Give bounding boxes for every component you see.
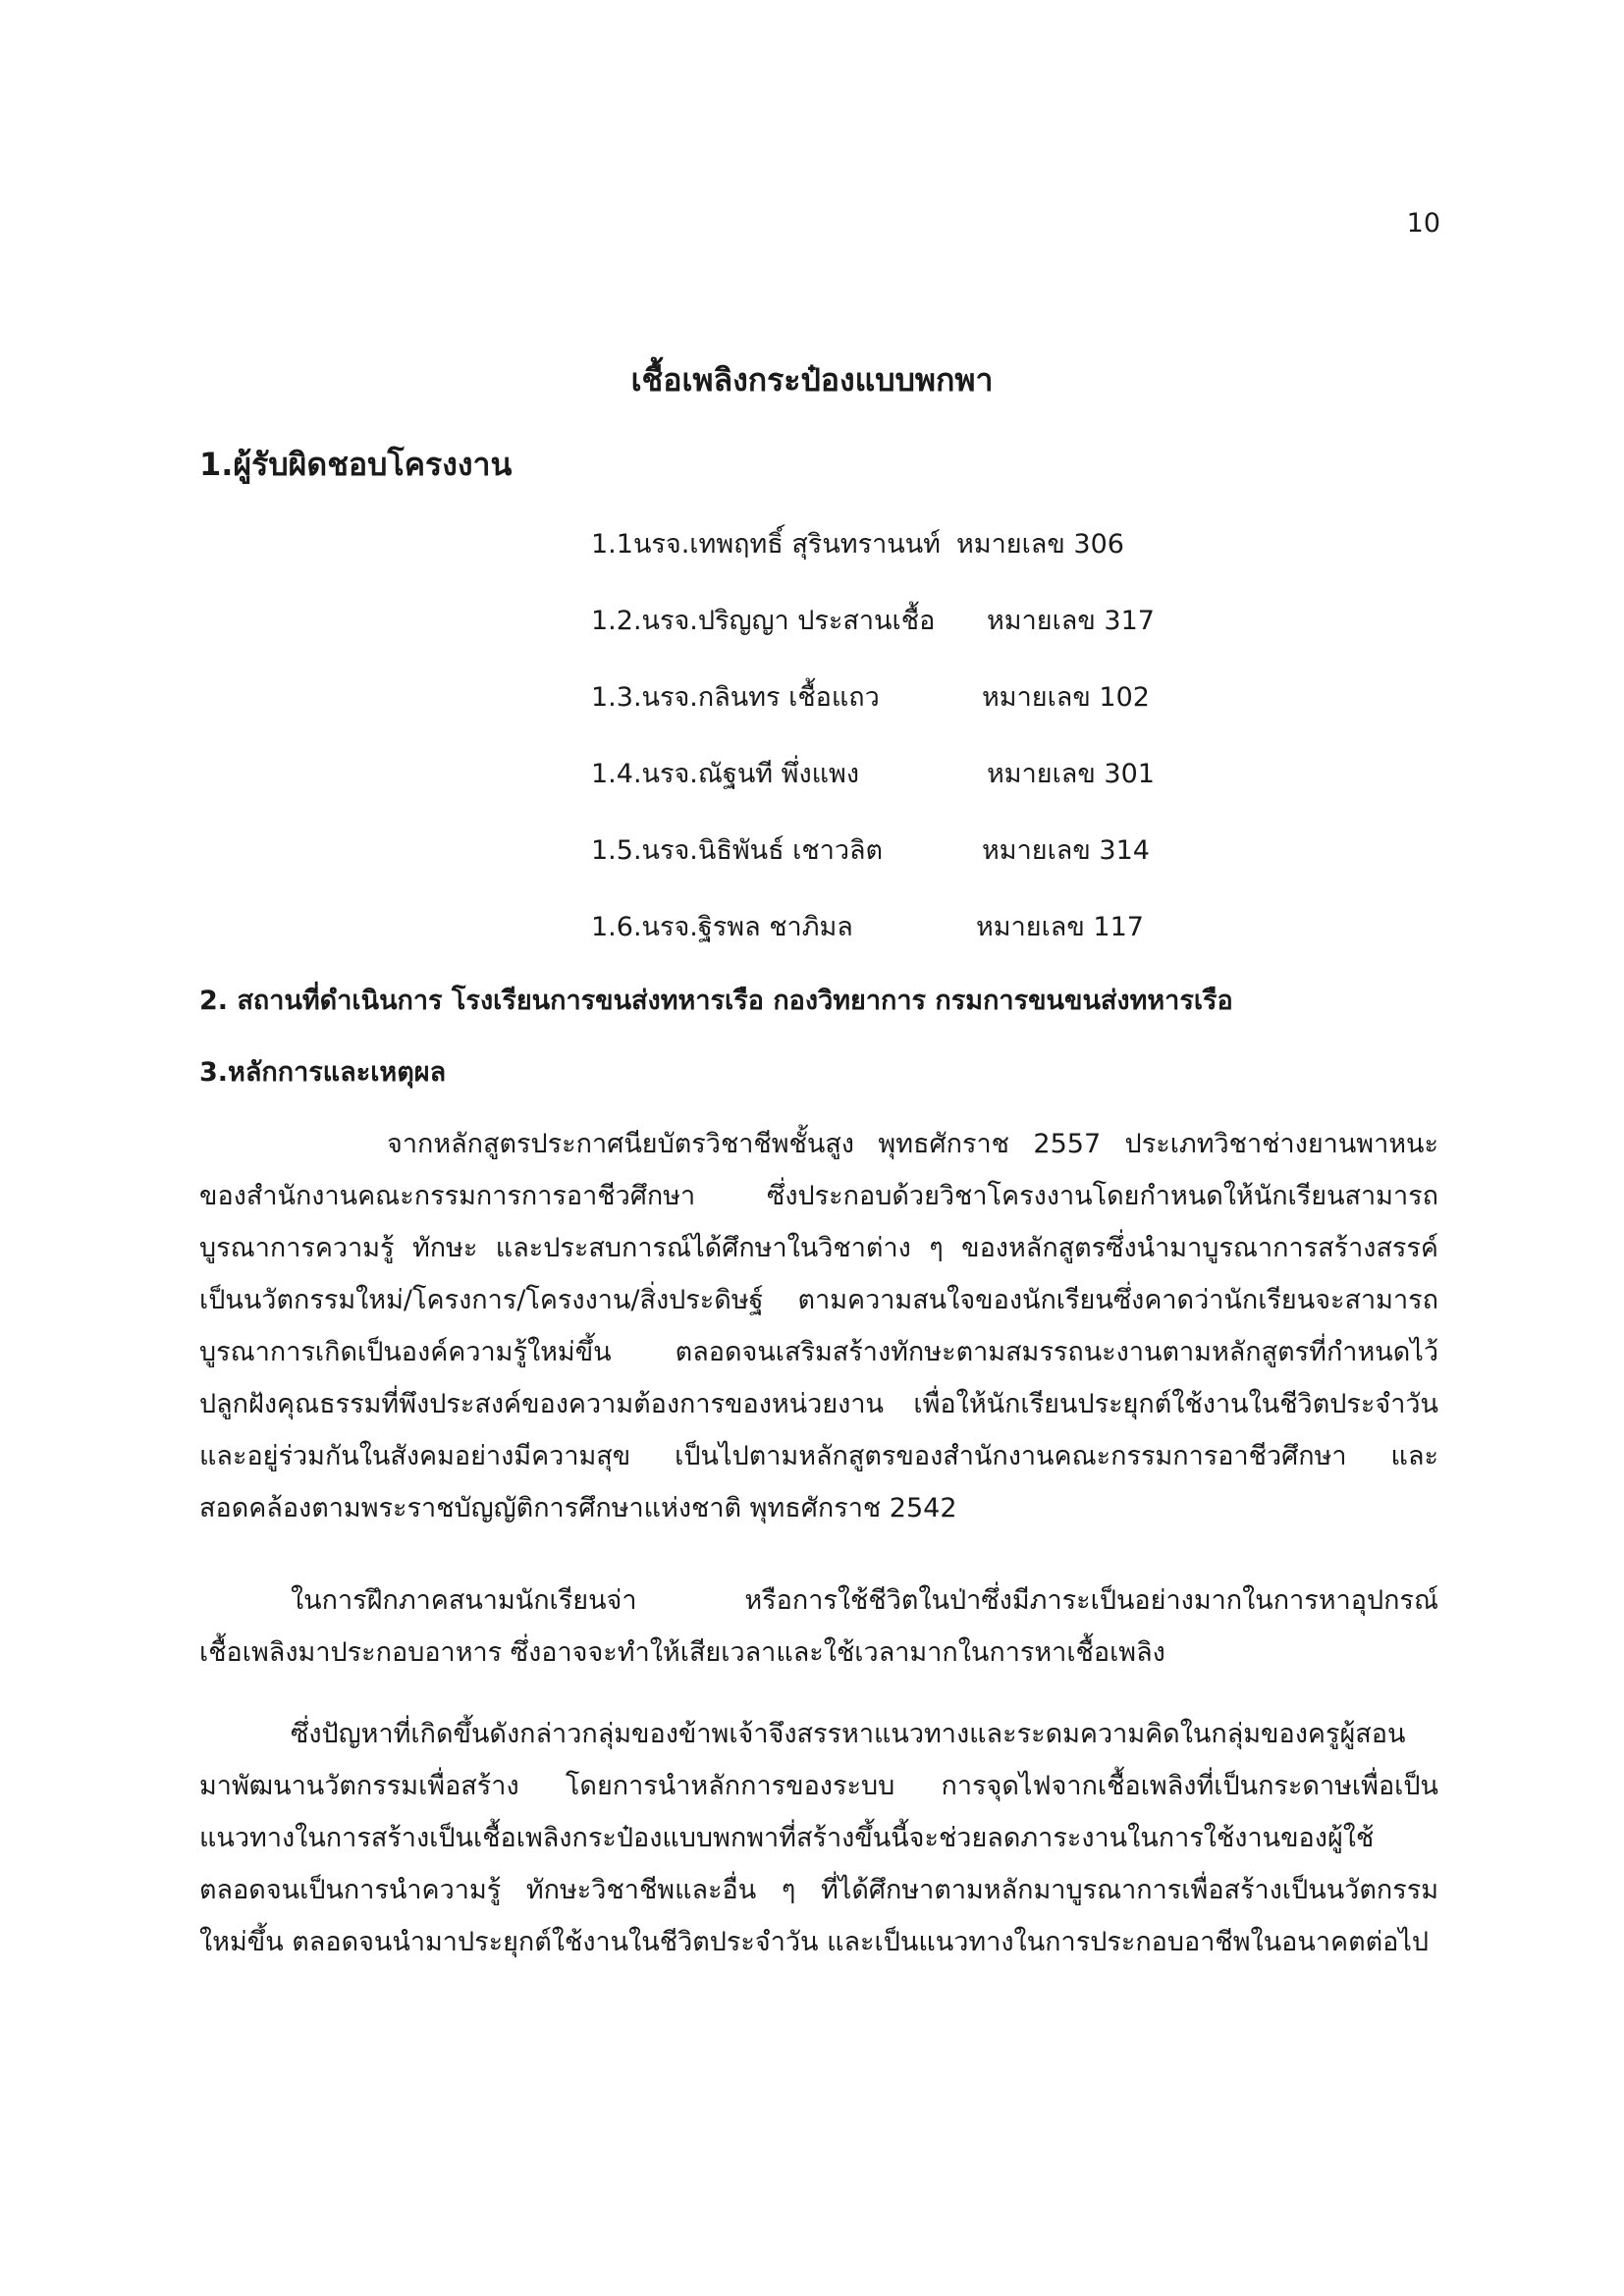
paragraph-line: จากหลักสูตรประกาศนียบัตรวิชาชีพชั้นสูง พุทธศักราช 2557 ประเภทวิชาช่างยานพาหนะ	[387, 1129, 1438, 1159]
paragraph-line: บูรณาการเกิดเป็นองค์ความรู้ใหม่ขึ้น ตลอดจนเสริมสร้างทักษะตามสมรรถนะงานตามหลักสูตรที่กำหนดไว้	[199, 1337, 1438, 1367]
member-row	[591, 675, 1150, 718]
paragraph	[199, 1575, 1438, 1679]
paragraph-line: ตลอดจนเป็นการนำความรู้ ทักษะวิชาชีพและอื่น ๆ ที่ได้ศึกษาตามหลักมาบูรณาการเพื่อสร้างเป็นนวัตกรรม	[199, 1875, 1438, 1905]
member-row	[591, 522, 1124, 564]
document-title: เชื้อเพลิงกระป๋องแบบพกพา	[630, 361, 994, 399]
member-id: หมายเลข 317	[987, 606, 1155, 636]
member-row	[591, 752, 1155, 794]
paragraph-line: เชื้อเพลิงมาประกอบอาหาร ซึ่งอาจจะทำให้เสียเวลาและใช้เวลามากในการหาเชื้อเพลิง	[199, 1637, 1165, 1668]
member-row	[591, 828, 1150, 871]
member-id: หมายเลข 314	[982, 835, 1150, 866]
member-id: หมายเลข 306	[956, 529, 1124, 560]
member-row	[591, 599, 1155, 641]
member-name: 1.1นรจ.เทพฤทธิ์ สุรินทรานนท์	[591, 529, 941, 560]
member-name: 1.4.นรจ.ณัฐนที พึ่งแพง	[591, 759, 860, 789]
paragraph-line: แนวทางในการสร้างเป็นเชื้อเพลิงกระป๋องแบบพกพาที่สร้างขึ้นนี้จะช่วยลดภาระงานในการใช้งานของผู้ใช้	[199, 1823, 1375, 1853]
member-row	[591, 905, 1144, 947]
member-name: 1.2.นรจ.ปริญญา ประสานเชื้อ	[591, 606, 936, 636]
paragraph	[199, 1118, 1438, 1534]
paragraph-line: ของสำนักงานคณะกรรมการการอาชีวศึกษา ซึ่งประกอบด้วยวิชาโครงงานโดยกำหนดให้นักเรียนสามารถ	[199, 1181, 1438, 1211]
paragraph-line: ปลูกฝังคุณธรรมที่พึงประสงค์ของความต้องการของหน่วยงาน เพื่อให้นักเรียนประยุกต์ใช้งานในชีวิตประจำวัน	[199, 1389, 1438, 1419]
member-name: 1.6.นรจ.ฐิรพล ชาภิมล	[591, 912, 853, 942]
page-number: 10	[1406, 208, 1440, 239]
member-id: หมายเลข 102	[982, 682, 1150, 713]
paragraph-line: ในการฝึกภาคสนามนักเรียนจ่า หรือการใช้ชีวิตในป่าซึ่งมีภาระเป็นอย่างมากในการหาอุปกรณ์	[291, 1585, 1438, 1616]
section-3-heading: 3.หลักการและเหตุผล	[199, 1057, 447, 1088]
paragraph-line: บูรณาการความรู้ ทักษะ และประสบการณ์ได้ศึกษาในวิชาต่าง ๆ ของหลักสูตรซึ่งนำมาบูรณาการสร้างสรรค์	[199, 1233, 1438, 1263]
section-1-heading: 1.ผู้รับผิดชอบโครงงาน	[199, 446, 513, 483]
member-name: 1.5.นรจ.นิธิพันธ์ เชาวลิต	[591, 835, 884, 866]
paragraph-line: เป็นนวัตกรรมใหม่/โครงการ/โครงงาน/สิ่งประดิษฐ์ ตามความสนใจของนักเรียนซึ่งคาดว่านักเรียนจะสามารถ	[199, 1285, 1438, 1315]
member-id: หมายเลข 301	[987, 759, 1155, 789]
paragraph-line: ใหม่ขึ้น ตลอดจนนำมาประยุกต์ใช้งานในชีวิตประจำวัน และเป็นแนวทางในการประกอบอาชีพในอนาคตต่อไป	[199, 1927, 1430, 1957]
paragraph	[199, 1708, 1438, 1968]
member-id: หมายเลข 117	[976, 912, 1144, 942]
paragraph-line: สอดคล้องตามพระราชบัญญัติการศึกษาแห่งชาติ พุทธศักราช 2542	[199, 1493, 957, 1523]
paragraph-line: ซึ่งปัญหาที่เกิดขึ้นดังกล่าวกลุ่มของข้าพเจ้าจึงสรรหาแนวทางและระดมความคิดในกลุ่มของครูผู้สอน	[291, 1719, 1406, 1749]
section-2-heading: 2. สถานที่ดำเนินการ โรงเรียนการขนส่งทหารเรือ กองวิทยาการ กรมการขนขนส่งทหารเรือ	[199, 986, 1233, 1016]
member-name: 1.3.นรจ.กลินทร เชื้อแถว	[591, 682, 880, 713]
paragraph-line: มาพัฒนานวัตกรรมเพื่อสร้าง โดยการนำหลักการของระบบ การจุดไฟจากเชื้อเพลิงที่เป็นกระดาษเพื่อเป็น	[199, 1771, 1438, 1801]
paragraph-line: และอยู่ร่วมกันในสังคมอย่างมีความสุข เป็นไปตามหลักสูตรของสำนักงานคณะกรรมการอาชีวศึกษา และ	[199, 1441, 1438, 1471]
